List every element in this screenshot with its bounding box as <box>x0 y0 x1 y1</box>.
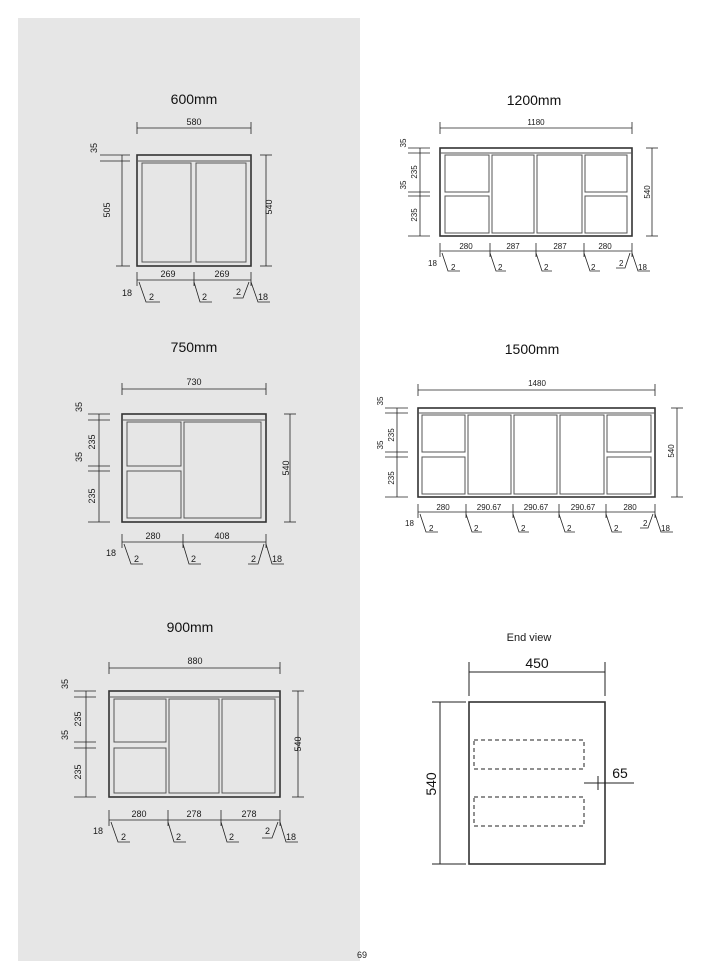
dim-900-gap-3: 2 <box>229 832 235 842</box>
drawing-600mm <box>89 91 274 302</box>
title-750mm: 750mm <box>170 339 218 355</box>
drawing-1500mm <box>376 341 683 533</box>
dim-1200-gap-5: 2 <box>619 259 624 268</box>
dim-750-gap-3: 2 <box>251 554 257 564</box>
dim-1500-b5: 280 <box>623 503 637 512</box>
cabinet-900 <box>109 691 280 797</box>
dim-600-body: 505 <box>102 202 112 218</box>
drawer-1200-rb <box>585 196 627 233</box>
dim-1200-width: 1180 <box>527 118 545 127</box>
dim-1500-topgap: 35 <box>376 396 385 406</box>
page-number: 69 <box>356 950 368 960</box>
dim-750-drawer2: 235 <box>87 488 97 504</box>
dim-1200-midgap: 35 <box>399 180 408 190</box>
dim-600-topgap: 35 <box>89 142 99 154</box>
dim-1500-b3: 290.67 <box>523 503 549 512</box>
title-900mm: 900mm <box>166 619 214 635</box>
dim-1200-height: 540 <box>643 185 652 199</box>
dim-900-b1: 280 <box>131 809 147 819</box>
dim-1200-b4: 280 <box>598 242 612 251</box>
dim-1500-edge-left: 18 <box>405 519 414 528</box>
dim-600-b1: 269 <box>160 269 176 279</box>
dim-750-topgap: 35 <box>74 401 84 413</box>
door-750 <box>184 422 261 518</box>
dim-1500-gap-3: 2 <box>521 524 526 533</box>
dim-1200-drawer1: 235 <box>410 165 419 179</box>
dim-600-edge-right: 18 <box>258 292 269 302</box>
dim-end-depth: 450 <box>525 655 549 671</box>
door-1500-1 <box>468 415 511 494</box>
door-900-right <box>222 699 275 793</box>
dim-600-gap-1: 2 <box>149 292 155 302</box>
dim-750-height: 540 <box>281 460 291 476</box>
dim-1200-topgap: 35 <box>399 138 408 148</box>
dim-600-gap-3: 2 <box>236 287 242 297</box>
dim-end-height: 540 <box>423 772 439 796</box>
door-600-right <box>196 163 246 262</box>
dim-750-drawer1: 235 <box>87 434 97 450</box>
dim-900-edge-right: 18 <box>286 832 297 842</box>
end-view-drawer-top <box>474 740 584 769</box>
end-view-drawer-bottom <box>474 797 584 826</box>
dim-750-midgap: 35 <box>74 451 84 463</box>
door-600-left <box>142 163 191 262</box>
drawer-1500-lb <box>422 457 465 494</box>
dim-1500-gap-2: 2 <box>474 524 479 533</box>
dim-900-midgap: 35 <box>60 729 70 741</box>
title-end-view: End view <box>506 632 552 644</box>
drawer-900-bottom <box>114 748 166 793</box>
dim-1500-midgap: 35 <box>376 440 385 450</box>
dim-1200-b2: 287 <box>506 242 520 251</box>
drawer-900-top <box>114 699 166 742</box>
dim-600-edge-left: 18 <box>122 288 133 298</box>
drawing-end-view <box>423 632 634 864</box>
dim-1200-b3: 287 <box>553 242 567 251</box>
door-1200-2 <box>537 155 582 233</box>
dim-1500-gap-5: 2 <box>614 524 619 533</box>
dim-900-gap-4: 2 <box>265 826 271 836</box>
dim-1500-drawer2: 235 <box>387 471 396 485</box>
dim-900-edge-left: 18 <box>93 826 104 836</box>
dim-750-gap-2: 2 <box>191 554 197 564</box>
drawer-1200-lt <box>445 155 489 192</box>
drawer-1500-rb <box>607 457 651 494</box>
door-1500-3 <box>560 415 604 494</box>
drawer-1500-lt <box>422 415 465 452</box>
dim-750-edge-left: 18 <box>106 548 117 558</box>
door-900-left <box>169 699 219 793</box>
drawer-1200-lb <box>445 196 489 233</box>
dim-600-gap-2: 2 <box>202 292 208 302</box>
drawing-900mm <box>60 619 304 842</box>
title-1500mm: 1500mm <box>504 341 560 357</box>
drawing-750mm <box>74 339 296 564</box>
dim-1500-height: 540 <box>667 444 676 458</box>
dim-1500-drawer1: 235 <box>387 428 396 442</box>
dim-1500-gap-4: 2 <box>567 524 572 533</box>
dim-900-drawer2: 235 <box>73 764 83 780</box>
dim-750-gap-1: 2 <box>134 554 140 564</box>
dim-1200-edge-left: 18 <box>428 259 437 268</box>
dim-1500-b2: 290.67 <box>476 503 502 512</box>
drawer-750-top <box>127 422 181 466</box>
dim-900-gap-1: 2 <box>121 832 127 842</box>
door-1200-1 <box>492 155 534 233</box>
dim-1200-gap-1: 2 <box>451 263 456 272</box>
dim-1200-gap-3: 2 <box>544 263 549 272</box>
dim-1200-b1: 280 <box>459 242 473 251</box>
cabinet-750 <box>122 414 266 522</box>
dim-900-topgap: 35 <box>60 678 70 690</box>
dim-900-gap-2: 2 <box>176 832 182 842</box>
dim-1500-width: 1480 <box>528 379 546 388</box>
dim-900-drawer1: 235 <box>73 711 83 727</box>
dim-600-height: 540 <box>264 199 274 215</box>
dim-900-b2: 278 <box>186 809 202 819</box>
door-1500-2 <box>514 415 557 494</box>
cabinet-600 <box>137 155 251 266</box>
title-1200mm: 1200mm <box>506 92 562 108</box>
drawer-750-bottom <box>127 471 181 518</box>
dim-1500-b4: 290.67 <box>570 503 596 512</box>
dim-750-edge-right: 18 <box>272 554 283 564</box>
dim-600-width: 580 <box>186 117 202 127</box>
dim-900-b3: 278 <box>241 809 257 819</box>
dim-1200-edge-right: 18 <box>638 263 647 272</box>
dim-1200-drawer2: 235 <box>410 208 419 222</box>
drawer-1500-rt <box>607 415 651 452</box>
dim-600-b2: 269 <box>214 269 230 279</box>
dim-900-width: 880 <box>187 656 203 666</box>
dim-1500-gap-1: 2 <box>429 524 434 533</box>
dim-1500-edge-right: 18 <box>661 524 670 533</box>
dim-end-handle: 65 <box>612 765 628 781</box>
title-600mm: 600mm <box>170 91 218 107</box>
dim-900-height: 540 <box>293 736 303 752</box>
drawing-1200mm <box>399 92 658 272</box>
dim-1200-gap-4: 2 <box>591 263 596 272</box>
dim-750-b2: 408 <box>214 531 230 541</box>
dim-1500-b1: 280 <box>436 503 450 512</box>
dim-1200-gap-2: 2 <box>498 263 503 272</box>
dim-1500-gap-6: 2 <box>643 519 648 528</box>
drawer-1200-rt <box>585 155 627 192</box>
dim-750-width: 730 <box>186 377 202 387</box>
dim-750-b1: 280 <box>145 531 161 541</box>
